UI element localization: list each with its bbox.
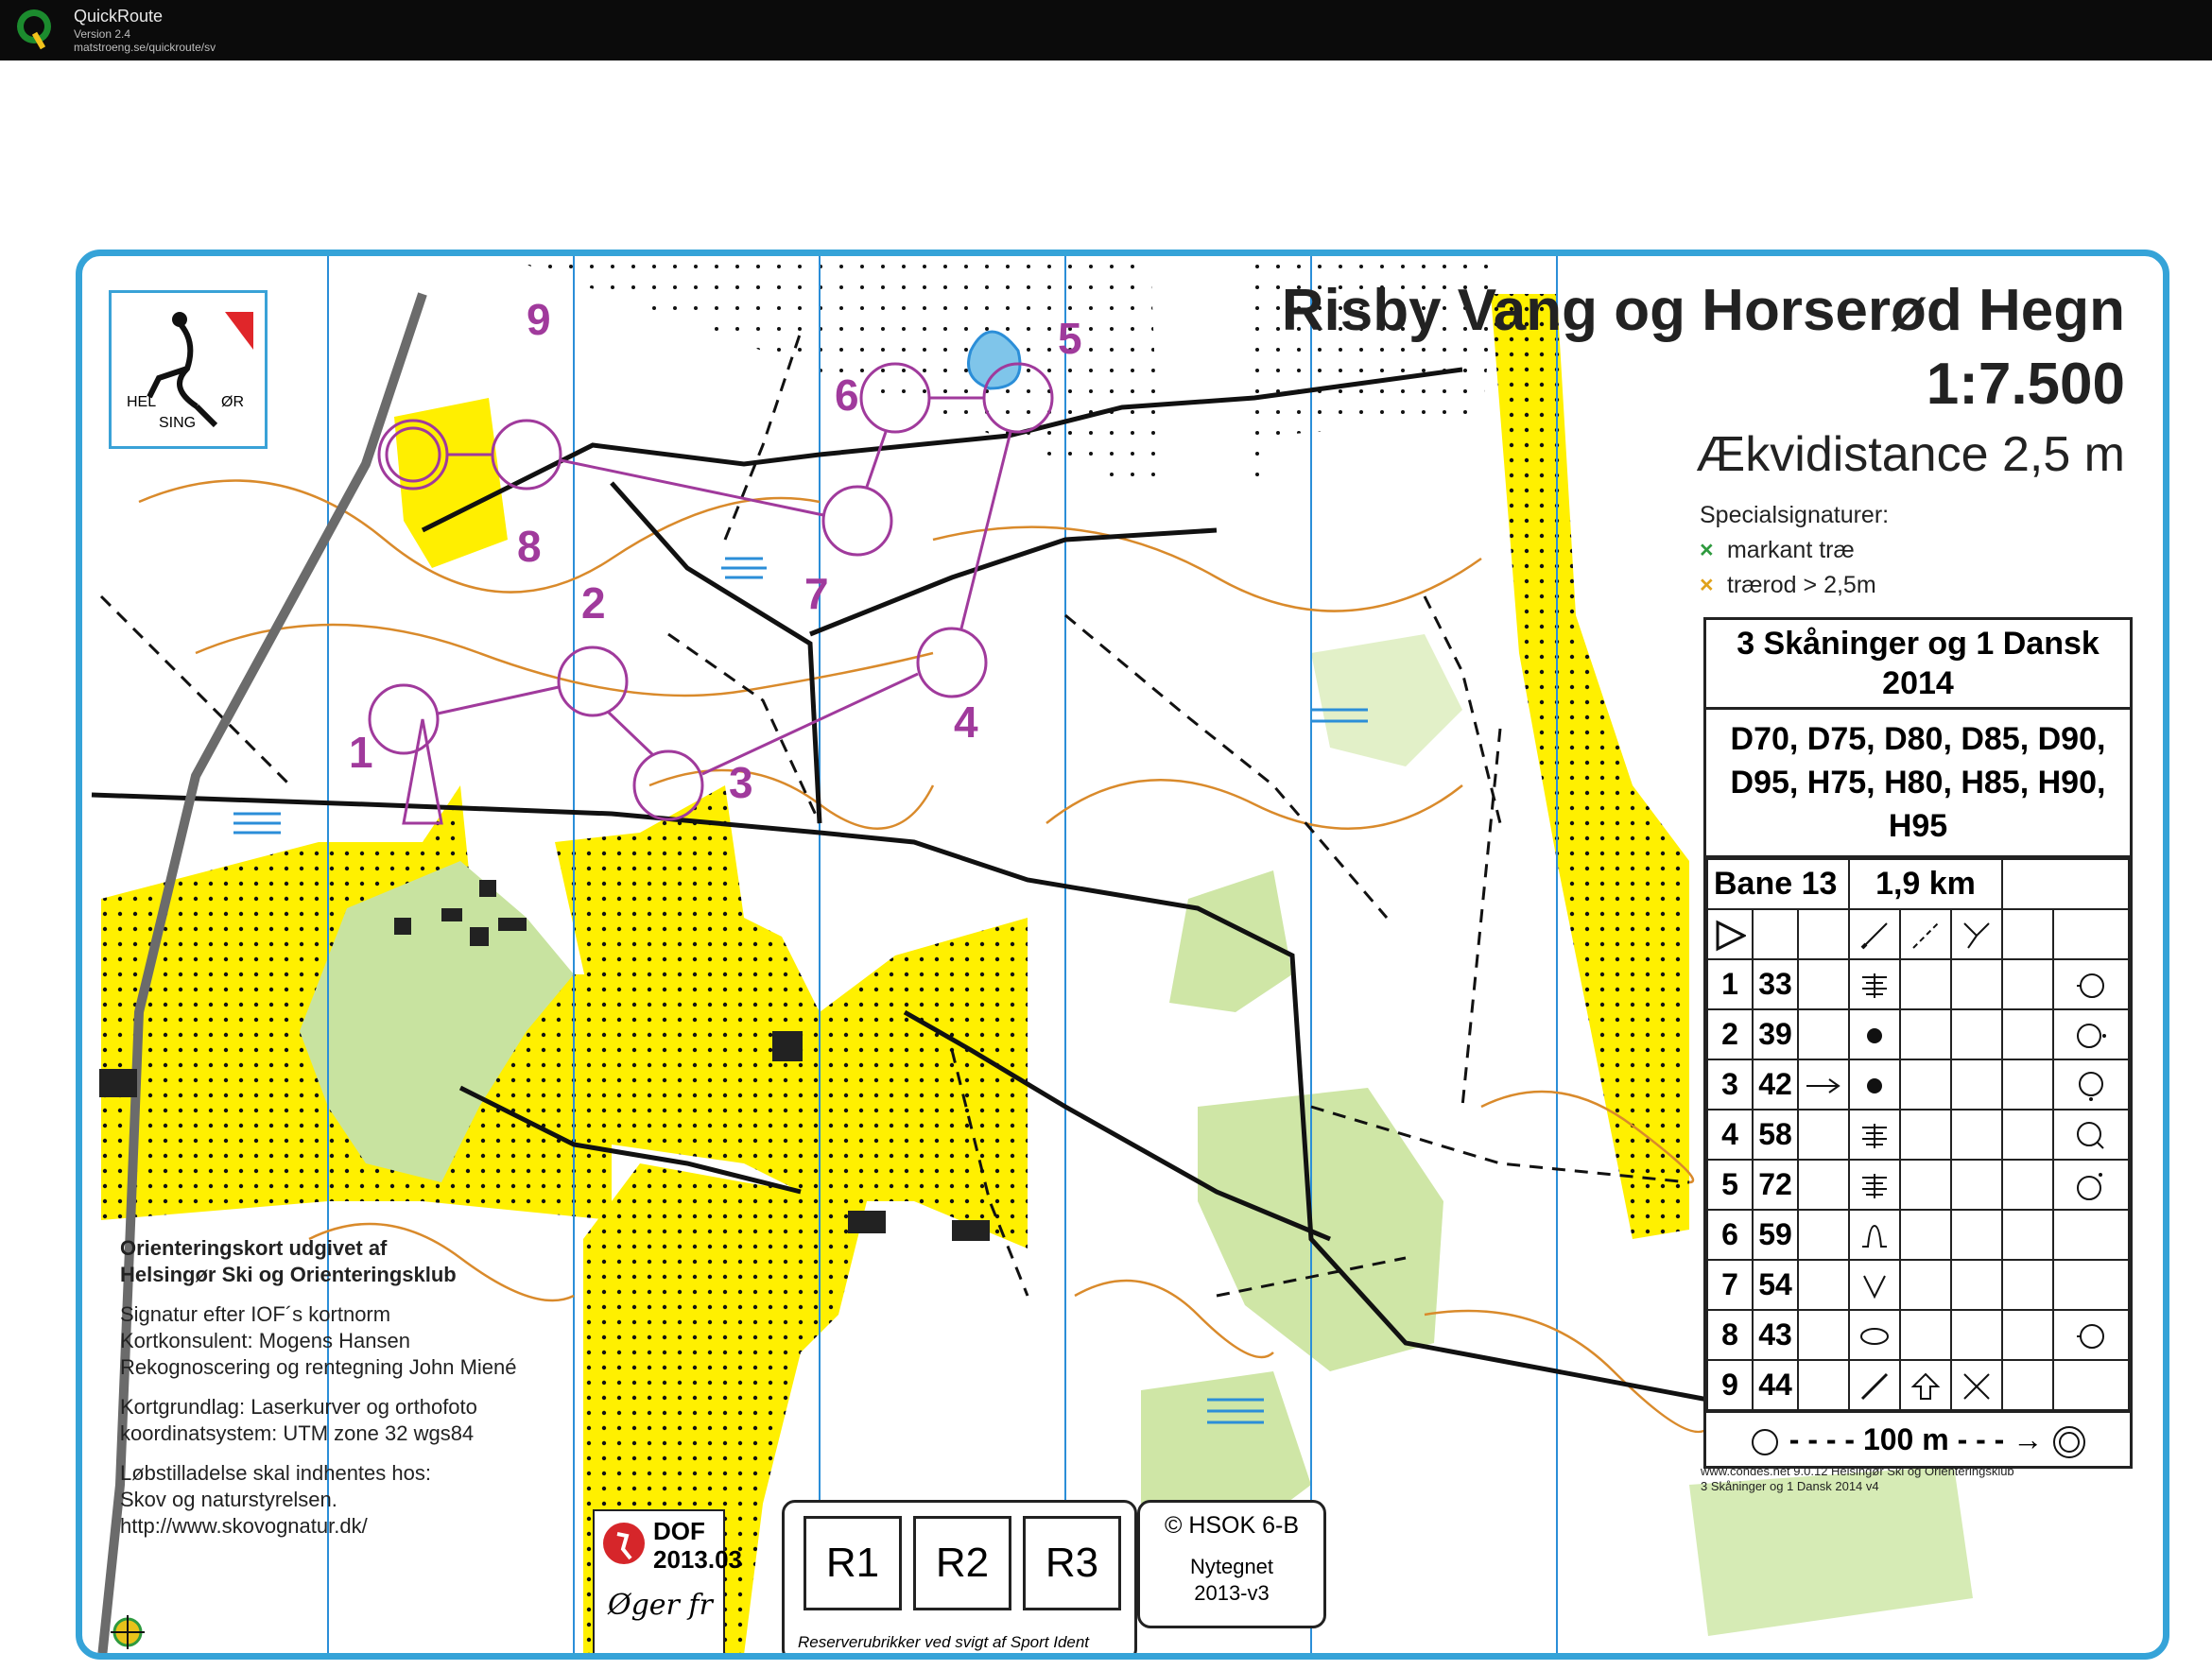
control-number: 1 [1707,959,1753,1009]
orange-cross-icon: × [1700,572,1714,598]
slash-icon [1858,920,1891,952]
control-number: 7 [1707,1260,1753,1310]
special-symbols-heading: Specialsignaturer: [1700,502,1890,528]
control-row [1707,959,2129,1009]
control-number: 6 [1707,1210,1753,1260]
course-number-5: 5 [1058,314,1082,363]
course-number-4: 4 [954,697,978,747]
info-line: Løbstilladelse skal indhentes hos: [120,1461,431,1485]
control-code: 44 [1753,1360,1798,1410]
circle-southeast-icon [2075,1120,2107,1152]
runner-logo-icon [112,293,265,446]
event-name: 3 Skåninger og 1 Dansk 2014 [1706,620,2130,710]
green-cross-icon: × [1700,537,1714,563]
course-header-row [1707,859,2129,909]
dof-approval-badge [593,1509,742,1657]
app-name: QuickRoute [74,7,164,26]
control-row [1707,1260,2129,1310]
control-code: 33 [1753,959,1798,1009]
helsingor-club-logo [109,290,268,449]
dot-icon [1858,1070,1891,1102]
control-row [1707,1059,2129,1110]
crossing-icon [1961,1370,1993,1403]
terrace-icon [1858,970,1891,1002]
map-publisher-info [120,1235,517,1540]
condes-credit [1701,1464,2014,1494]
info-link[interactable]: http://www.skovognatur.dk/ [120,1514,368,1538]
special-symbol-label: markant træ [1726,537,1855,563]
special-symbol-item [1700,537,1889,564]
compass-icon [109,1613,147,1651]
hsok-version: 2013-v3 [1194,1581,1270,1605]
circle-side-icon [2075,1320,2107,1352]
course-number-8: 8 [517,522,542,571]
control-number: 2 [1707,1009,1753,1059]
reserve-punch-boxes [782,1500,1137,1660]
control-code: 58 [1753,1110,1798,1160]
junction-icon [1961,920,1993,952]
control-row [1707,1110,2129,1160]
special-symbols-legend [1700,502,1889,599]
reserve-box-r3: R3 [1023,1516,1121,1610]
info-line: Rekognoscering og rentegning John Miené [120,1355,517,1379]
control-number: 5 [1707,1160,1753,1210]
depression-icon [1858,1270,1891,1302]
info-line: Kortkonsulent: Mogens Hansen [120,1329,410,1352]
arrow-right-icon [1805,1070,1842,1102]
boulder-ellipse-icon [1858,1320,1891,1352]
reserve-box-r2: R2 [913,1516,1011,1610]
terrace-icon [1858,1120,1891,1152]
circle-side-icon [2075,970,2107,1002]
course-number-3: 3 [729,758,753,807]
logo-text-hel: HEL [127,394,157,410]
start-triangle-icon [1714,920,1746,952]
course-number-9: 9 [527,295,551,344]
corner-icon [1910,1370,1942,1403]
condes-credit-line: www.condes.net 9.0.12 Helsingør Ski og Orienteringsklub [1701,1464,2014,1478]
control-code: 72 [1753,1160,1798,1210]
publisher-heading: Helsingør Ski og Orienteringsklub [120,1263,457,1286]
finish-distance: 100 m [1862,1422,1949,1456]
info-line: Skov og naturstyrelsen. [120,1488,337,1511]
control-code: 54 [1753,1260,1798,1310]
circle-northeast-icon [2075,1170,2107,1202]
control-number: 4 [1707,1110,1753,1160]
reserve-box-r1: R1 [804,1516,902,1610]
app-url[interactable]: matstroeng.se/quickroute/sv [74,41,216,54]
dashed-slash-icon [1910,920,1942,952]
control-code: 42 [1753,1059,1798,1110]
reserve-note: Reserverubrikker ved svigt af Sport Ident [798,1633,1090,1651]
hsok-copyright-box [1137,1500,1326,1628]
publisher-heading: Orienteringskort udgivet af [120,1236,388,1260]
info-line: Kortgrundlag: Laserkurver og orthofoto [120,1395,477,1419]
dof-year: 2013.03 [653,1545,742,1574]
control-code: 43 [1753,1310,1798,1360]
knoll-icon [1858,1220,1891,1252]
control-circle-icon [1749,1426,1781,1458]
circle-east-icon [2075,1020,2107,1052]
special-symbol-label: trærod > 2,5m [1726,572,1876,598]
course-classes: D70, D75, D80, D85, D90, D95, H75, H80, H85, H90, H95 [1706,710,2130,858]
logo-text-sing: SING [159,415,197,431]
course-name: Bane 13 [1707,859,1849,909]
hsok-copyright: © HSOK 6-B [1164,1512,1300,1539]
finish-double-circle-icon [2051,1424,2087,1460]
course-number-6: 6 [835,370,859,420]
hsok-status: Nytegnet [1189,1555,1274,1578]
contour-interval: Ækvidistance 2,5 m [1696,427,2125,482]
control-row [1707,1009,2129,1059]
dof-signature: Øger fr [608,1589,713,1622]
circle-south-icon [2075,1070,2107,1102]
dof-label: DOF [653,1517,705,1545]
course-number-7: 7 [804,569,829,618]
map-scale: 1:7.500 [1926,352,2125,417]
control-row [1707,1360,2129,1410]
start-row [1707,909,2129,959]
linear-feature-icon [1858,1370,1891,1403]
control-code: 59 [1753,1210,1798,1260]
special-symbol-item [1700,572,1889,599]
logo-text-or: ØR [221,394,244,410]
orienteering-map[interactable] [76,250,2169,1660]
info-line: Signatur efter IOF´s kortnorm [120,1302,391,1326]
control-row [1707,1310,2129,1360]
dof-logo-icon [600,1517,648,1574]
map-viewport[interactable] [0,60,2212,1670]
control-description-sheet [1703,617,2133,1469]
course-number-2: 2 [581,578,606,628]
control-number: 9 [1707,1360,1753,1410]
quickroute-logo-icon [13,6,55,53]
terrace-icon [1858,1170,1891,1202]
control-description-table [1706,858,2130,1411]
dot-icon [1858,1020,1891,1052]
course-length: 1,9 km [1849,859,2002,909]
control-code: 39 [1753,1009,1798,1059]
finish-distance-row: - - - - 100 m - - - → [1706,1411,2130,1466]
course-number-1: 1 [349,728,373,777]
map-title: Risby Vang og Horserød Hegn [1281,278,2125,343]
control-row [1707,1160,2129,1210]
info-line: koordinatsystem: UTM zone 32 wgs84 [120,1421,475,1445]
app-titlebar [0,0,2212,60]
app-version: Version 2.4 [74,27,131,41]
control-number: 3 [1707,1059,1753,1110]
control-row [1707,1210,2129,1260]
control-number: 8 [1707,1310,1753,1360]
condes-credit-line: 3 Skåninger og 1 Dansk 2014 v4 [1701,1479,1879,1493]
